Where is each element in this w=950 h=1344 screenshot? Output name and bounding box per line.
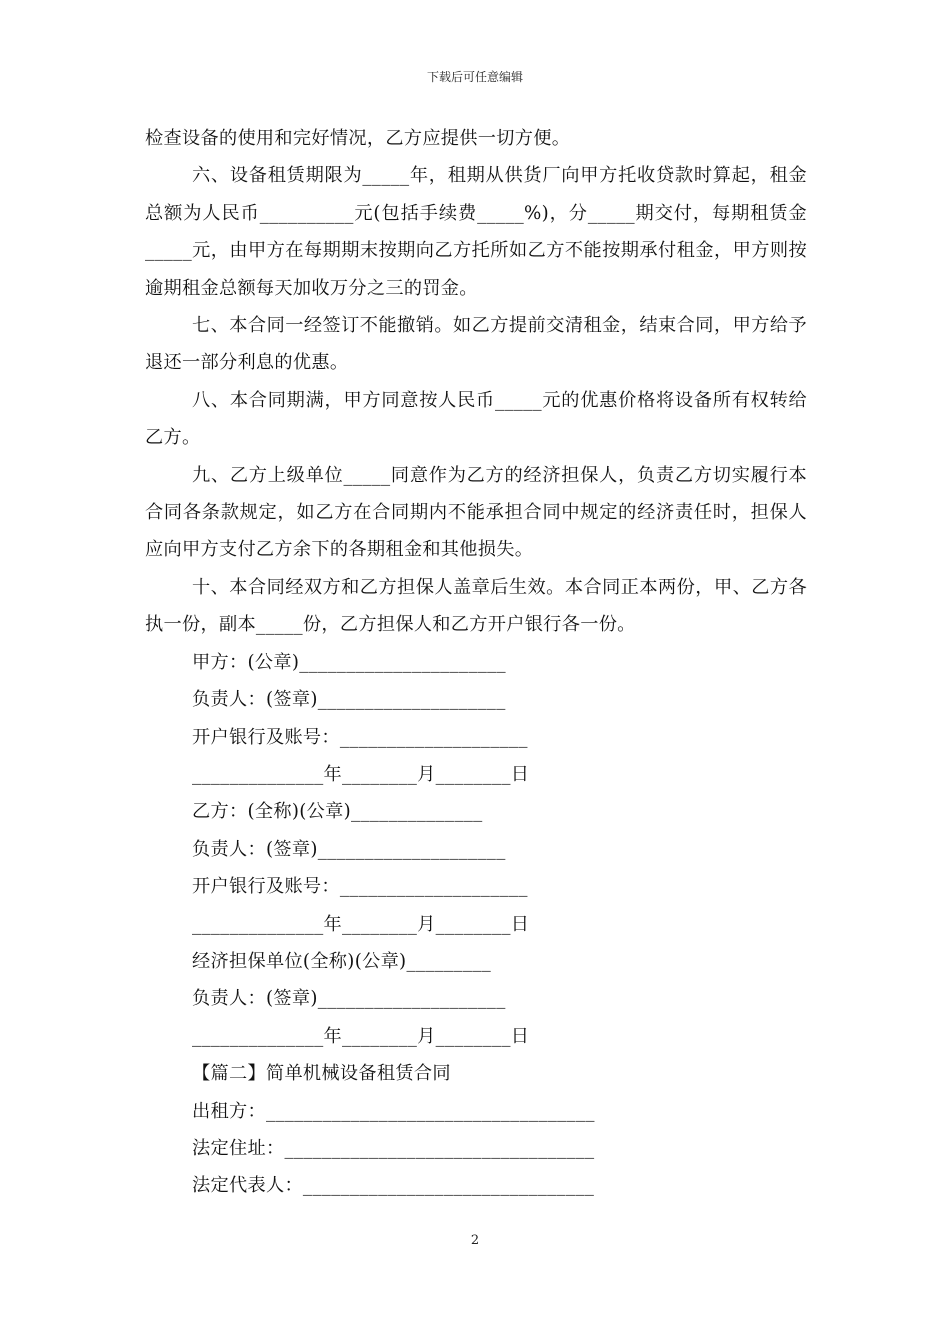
clause-8: 八、本合同期满，甲方同意按人民币_____元的优惠价格将设备所有权转给乙方。: [145, 389, 807, 449]
party-b-seal-line: 乙方：(全称)(公章)______________: [192, 801, 483, 823]
party-a-date-line: ______________年________月________日: [192, 763, 530, 785]
document-body: [145, 120, 807, 1205]
clause-10: 十、本合同经双方和乙方担保人盖章后生效。本合同正本两份，甲、乙方各执一份，副本_____份，乙方担保人和乙方开户银行各一份。: [145, 576, 807, 636]
party-a-representative-line: 负责人：(签章)____________________: [192, 689, 506, 711]
page-header: 下载后可任意编辑: [426, 70, 523, 84]
guarantor-date-line: ______________年________月________日: [192, 1025, 530, 1047]
page-number: 2: [470, 1233, 480, 1248]
clause-6: 六、设备租赁期限为_____年，租期从供货厂向甲方托收贷款时算起，租金总额为人民币__________元(包括手续费_____%)，分_____期交付，每期租赁金_____元，由甲方在每期期末按期向乙方托所如乙方不能按期承付租金，甲方则按逾期租金总额每天加收万分之三的罚金。: [145, 165, 807, 299]
party-b-date-line: ______________年________月________日: [192, 913, 530, 935]
legal-address-field: 法定住址：_________________________________: [192, 1137, 595, 1159]
section-2-title: 【篇二】简单机械设备租赁合同: [192, 1063, 451, 1085]
legal-representative-field: 法定代表人：_______________________________: [192, 1175, 595, 1197]
lessor-field: 出租方：___________________________________: [192, 1100, 595, 1122]
party-b-representative-line: 负责人：(签章)____________________: [192, 838, 506, 860]
paragraph-continuation: 检查设备的使用和完好情况，乙方应提供一切方便。: [145, 128, 571, 149]
party-a-bank-line: 开户银行及账号：____________________: [192, 726, 528, 748]
guarantor-representative-line: 负责人：(签章)____________________: [192, 988, 506, 1010]
guarantor-seal-line: 经济担保单位(全称)(公章)_________: [192, 950, 492, 972]
party-a-seal-line: 甲方：(公章)______________________: [192, 651, 506, 673]
party-b-bank-line: 开户银行及账号：____________________: [192, 876, 528, 898]
clause-7: 七、本合同一经签订不能撤销。如乙方提前交清租金，结束合同，甲方给予退还一部分利息的优惠。: [145, 315, 807, 374]
signature-block: [145, 644, 807, 1055]
clause-9: 九、乙方上级单位_____同意作为乙方的经济担保人，负责乙方切实履行本合同各条款规定，如乙方在合同期内不能承担合同中规定的经济责任时，担保人应向甲方支付乙方余下的各期租金和其他损失。: [145, 464, 807, 561]
